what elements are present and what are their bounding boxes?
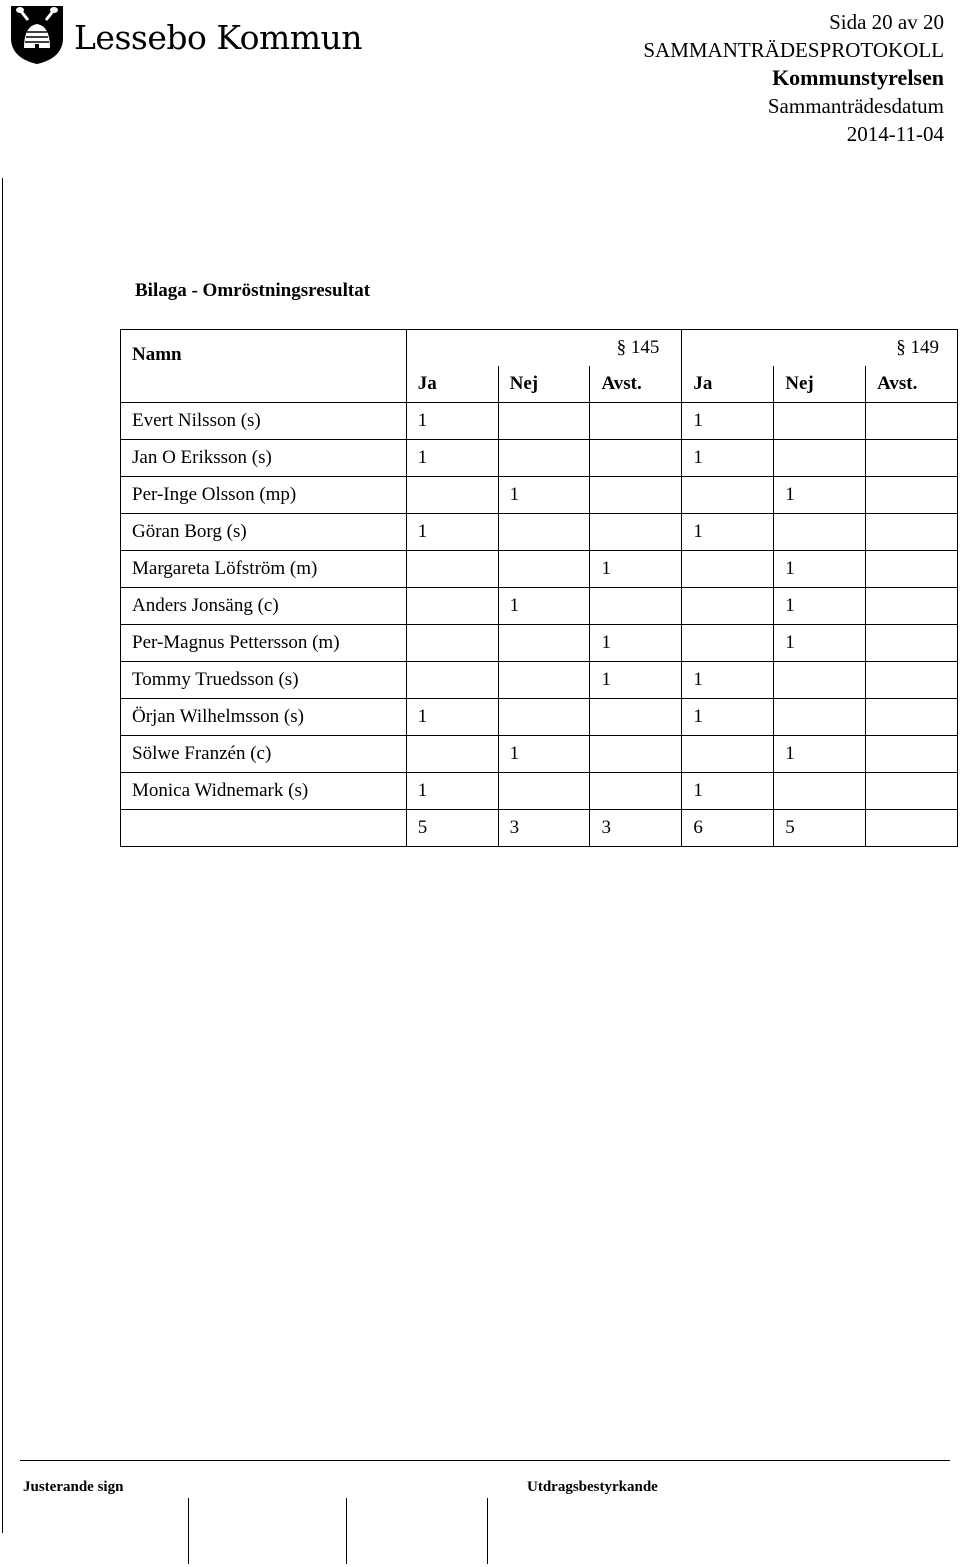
vote-cell (866, 588, 958, 625)
section-header: § 149 (682, 330, 958, 367)
voting-results-table (120, 329, 958, 847)
vote-cell (498, 625, 590, 662)
margin-rule (2, 178, 3, 1533)
totals-row (121, 810, 958, 847)
vote-type-header: Nej (498, 366, 590, 403)
vote-cell (866, 662, 958, 699)
name-column-header: Namn (121, 330, 407, 403)
vote-cell: 1 (590, 625, 682, 662)
totals-label-cell (121, 810, 407, 847)
vote-cell: 1 (406, 773, 498, 810)
total-cell: 5 (406, 810, 498, 847)
vote-cell (682, 551, 774, 588)
meeting-date-label: Sammanträdesdatum (767, 94, 944, 118)
table-row (121, 440, 958, 477)
member-name: Margareta Löfström (m) (121, 551, 407, 588)
vote-cell (590, 699, 682, 736)
vote-cell (866, 551, 958, 588)
vote-cell: 1 (682, 440, 774, 477)
vote-type-header: Avst. (590, 366, 682, 403)
vote-cell (774, 403, 866, 440)
vote-cell: 1 (774, 551, 866, 588)
total-cell: 3 (498, 810, 590, 847)
vote-cell: 1 (406, 403, 498, 440)
vote-cell (774, 514, 866, 551)
total-cell: 3 (590, 810, 682, 847)
vote-cell: 1 (498, 588, 590, 625)
vote-type-header: Nej (774, 366, 866, 403)
vote-cell (866, 736, 958, 773)
vote-cell (682, 477, 774, 514)
vote-cell (498, 551, 590, 588)
vote-cell: 1 (774, 736, 866, 773)
vote-cell: 1 (682, 514, 774, 551)
vote-cell: 1 (682, 699, 774, 736)
table-row (121, 773, 958, 810)
member-name: Anders Jonsäng (c) (121, 588, 407, 625)
member-name: Tommy Truedsson (s) (121, 662, 407, 699)
vote-cell: 1 (590, 551, 682, 588)
vote-cell (774, 440, 866, 477)
meeting-date: 2014-11-04 (846, 122, 944, 146)
member-name: Sölwe Franzén (c) (121, 736, 407, 773)
vote-cell (866, 625, 958, 662)
vote-cell (774, 773, 866, 810)
member-name: Per-Inge Olsson (mp) (121, 477, 407, 514)
vote-cell (866, 403, 958, 440)
vote-cell: 1 (682, 662, 774, 699)
vote-cell (406, 625, 498, 662)
vote-cell: 1 (498, 477, 590, 514)
vote-type-header: Ja (682, 366, 774, 403)
vote-cell (498, 440, 590, 477)
member-name: Per-Magnus Pettersson (m) (121, 625, 407, 662)
vote-cell (406, 588, 498, 625)
member-name: Örjan Wilhelmsson (s) (121, 699, 407, 736)
vote-cell: 1 (406, 440, 498, 477)
vote-cell (590, 403, 682, 440)
vote-cell (774, 662, 866, 699)
vote-cell (406, 662, 498, 699)
section-header-row (121, 330, 958, 367)
section-header: § 145 (406, 330, 682, 367)
vote-cell (498, 773, 590, 810)
vote-cell: 1 (682, 403, 774, 440)
member-name: Göran Borg (s) (121, 514, 407, 551)
vote-cell (498, 403, 590, 440)
vote-cell (590, 588, 682, 625)
table-row (121, 736, 958, 773)
vote-cell (866, 699, 958, 736)
page-title: Bilaga - Omröstningsresultat (135, 280, 371, 301)
member-name: Jan O Eriksson (s) (121, 440, 407, 477)
vote-cell (866, 773, 958, 810)
vote-cell (498, 662, 590, 699)
vote-cell (590, 440, 682, 477)
vote-cell (498, 514, 590, 551)
vote-cell: 1 (774, 477, 866, 514)
table-row (121, 699, 958, 736)
vote-cell (866, 440, 958, 477)
vote-cell (682, 625, 774, 662)
vote-cell: 1 (406, 699, 498, 736)
vote-cell (406, 477, 498, 514)
justerande-sign-label: Justerande sign (23, 1479, 124, 1495)
table-row (121, 588, 958, 625)
signature-box-divider (346, 1498, 347, 1564)
signature-box-divider (487, 1498, 488, 1564)
table-row (121, 477, 958, 514)
vote-cell (590, 477, 682, 514)
vote-cell (498, 699, 590, 736)
vote-cell (866, 477, 958, 514)
table-row (121, 514, 958, 551)
member-name: Monica Widnemark (s) (121, 773, 407, 810)
vote-cell: 1 (590, 662, 682, 699)
vote-cell (682, 736, 774, 773)
signature-box-divider (188, 1498, 189, 1564)
vote-cell (774, 699, 866, 736)
total-cell: 6 (682, 810, 774, 847)
vote-cell (682, 588, 774, 625)
vote-type-header: Ja (406, 366, 498, 403)
total-cell: 5 (774, 810, 866, 847)
vote-cell (406, 551, 498, 588)
table-row (121, 662, 958, 699)
member-name: Evert Nilsson (s) (121, 403, 407, 440)
vote-cell: 1 (498, 736, 590, 773)
vote-cell: 1 (774, 588, 866, 625)
vote-rows (121, 403, 958, 810)
vote-cell (866, 514, 958, 551)
vote-cell (590, 514, 682, 551)
vote-cell: 1 (406, 514, 498, 551)
vote-cell: 1 (774, 625, 866, 662)
document-header (643, 8, 944, 148)
document-type: SAMMANTRÄDESPROTOKOLL (643, 38, 944, 62)
vote-cell: 1 (682, 773, 774, 810)
total-cell (866, 810, 958, 847)
vote-cell (590, 736, 682, 773)
table-row (121, 625, 958, 662)
utdragsbestyrkande-label: Utdragsbestyrkande (527, 1479, 658, 1495)
vote-cell (590, 773, 682, 810)
lessebo-logo (8, 4, 368, 68)
logo-text: Lessebo Kommun (74, 18, 363, 57)
vote-cell (406, 736, 498, 773)
table-row (121, 551, 958, 588)
table-row (121, 403, 958, 440)
committee-name: Kommunstyrelsen (772, 65, 944, 90)
vote-type-header: Avst. (866, 366, 958, 403)
footer-divider (20, 1460, 950, 1461)
coat-of-arms-icon (8, 4, 66, 66)
page-number: Sida 20 av 20 (829, 10, 944, 34)
